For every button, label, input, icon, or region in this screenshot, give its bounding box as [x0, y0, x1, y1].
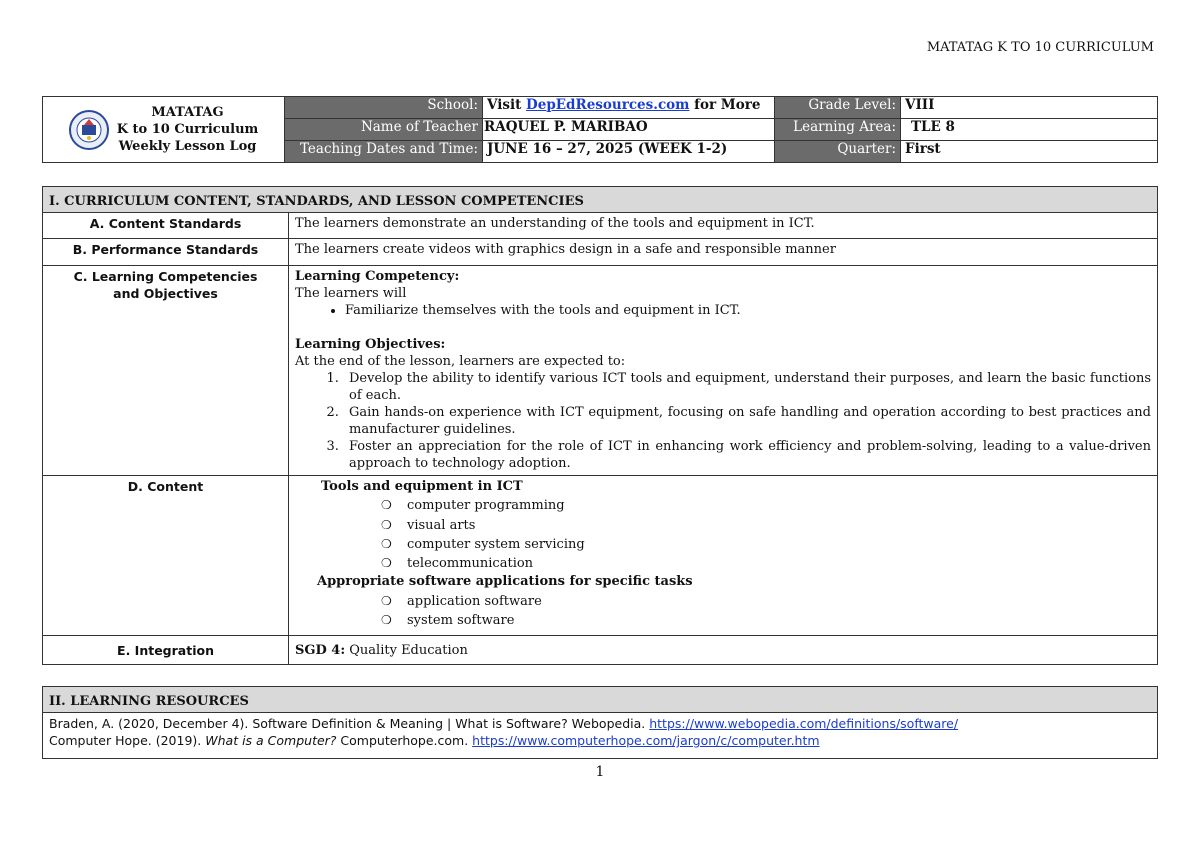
content-label: D. Content [43, 476, 289, 636]
competencies-label: C. Learning Competencies and Objectives [43, 266, 289, 476]
objective-item: 1. Develop the ability to identify various ICT tools and equipment, understand their purposes, and learn the basic functions of each. [343, 370, 1151, 404]
integration-value: SGD 4: Quality Education [289, 636, 1158, 665]
learning-resources-table [42, 686, 1158, 759]
school-label: School: [285, 97, 483, 119]
grade-level-value: VIII [901, 97, 1158, 119]
reference-2: Computer Hope. (2019). What is a Computer? Computerhope.com. https://www.computerhope.com/jargon/c/computer.htm [49, 733, 820, 748]
teaching-dates-label: Teaching Dates and Time: [285, 141, 483, 163]
objectives-heading: Learning Objectives: [295, 337, 446, 352]
tools-list [295, 496, 1151, 573]
content-heading-tools: Tools and equipment in ICT [321, 479, 523, 494]
learning-area-label: Learning Area: [775, 119, 901, 141]
content-standards-value: The learners demonstrate an understanding of the tools and equipment in ICT. [289, 213, 1158, 239]
list-item: ❍ application software [381, 592, 1151, 611]
reference-1: Braden, A. (2020, December 4). Software Definition & Meaning | What is Software? Webopedia. https://www.webopedia.com/definitions/software/ [49, 716, 959, 731]
list-item: ❍ computer programming [381, 496, 1151, 515]
teacher-label: Name of Teacher [285, 119, 483, 141]
competency-intro: The learners will [295, 286, 407, 301]
webopedia-link[interactable]: https://www.webopedia.com/definitions/software/ [649, 716, 959, 731]
competency-heading: Learning Competency: [295, 269, 460, 284]
running-header: MATATAG K TO 10 CURRICULUM [926, 40, 1154, 55]
list-item: ❍ computer system servicing [381, 535, 1151, 554]
section-1-heading: I. CURRICULUM CONTENT, STANDARDS, AND LESSON COMPETENCIES [43, 187, 1158, 213]
content-value [289, 476, 1158, 636]
teaching-dates-value: JUNE 16 – 27, 2025 (WEEK 1-2) [483, 141, 775, 163]
lesson-log-header-table [42, 96, 1158, 163]
content-standards-label: A. Content Standards [43, 213, 289, 239]
objectives-list [295, 370, 1151, 472]
content-heading-software: Appropriate software applications for specific tasks [317, 574, 693, 590]
lesson-log-title: MATATAG K to 10 Curriculum Weekly Lesson Log [116, 105, 259, 154]
section-2-heading: II. LEARNING RESOURCES [43, 687, 1158, 713]
list-item: ❍ visual arts [381, 516, 1151, 535]
grade-level-label: Grade Level: [775, 97, 901, 119]
performance-standards-label: B. Performance Standards [43, 239, 289, 266]
teacher-value: RAQUEL P. MARIBAO [483, 119, 775, 141]
curriculum-section-table [42, 186, 1158, 665]
references-cell [43, 713, 1158, 759]
quarter-value: First [901, 141, 1158, 163]
learning-area-value: TLE 8 [901, 119, 1158, 141]
deped-seal-icon [69, 110, 109, 150]
list-item: ❍ telecommunication [381, 554, 1151, 573]
objectives-intro: At the end of the lesson, learners are expected to: [295, 354, 626, 369]
deped-resources-link[interactable]: DepEdResources.com [526, 97, 690, 113]
software-list [295, 592, 1151, 631]
integration-label: E. Integration [43, 636, 289, 665]
objective-item: 3. Foster an appreciation for the role of ICT in enhancing work efficiency and problem-solving, leading to a value-driven approach to technology adoption. [343, 438, 1151, 472]
computerhope-link[interactable]: https://www.computerhope.com/jargon/c/computer.htm [472, 733, 820, 748]
performance-standards-value: The learners create videos with graphics design in a safe and responsible manner [289, 239, 1158, 266]
objective-item: 2. Gain hands-on experience with ICT equipment, focusing on safe handling and operation according to best practices and manufacturer guidelines. [343, 404, 1151, 438]
school-value: Visit DepEdResources.com for More [483, 97, 775, 119]
list-item: ❍ system software [381, 611, 1151, 630]
quarter-label: Quarter: [775, 141, 901, 163]
competencies-value [289, 266, 1158, 476]
page-number: 1 [595, 764, 605, 780]
header-logo-cell [43, 97, 285, 163]
competency-bullet: • Familiarize themselves with the tools and equipment in ICT. [345, 302, 1151, 319]
